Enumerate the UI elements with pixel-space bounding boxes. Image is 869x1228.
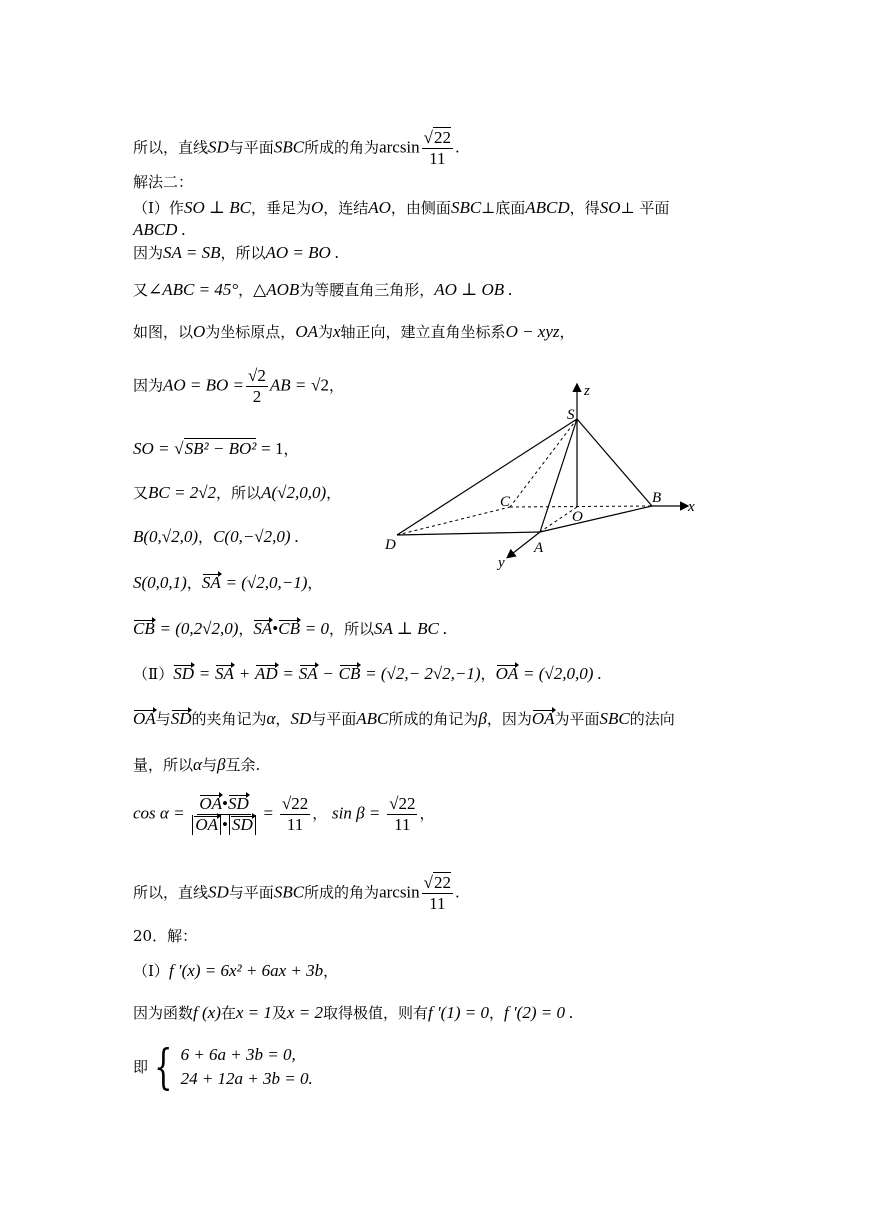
text: 因为函数 xyxy=(133,1004,194,1022)
method-two-heading: 解法二： xyxy=(133,173,194,191)
left-brace: { xyxy=(154,1039,173,1095)
text: 量，所以 xyxy=(133,756,194,774)
math: S(0,0,1) xyxy=(133,573,187,592)
label-d: D xyxy=(385,537,396,553)
text: ，因为 xyxy=(486,710,532,728)
math: AO ⊥ OB xyxy=(434,280,505,299)
denominator: 11 xyxy=(429,894,446,913)
vector: SA xyxy=(215,664,234,683)
line-sa-sb xyxy=(133,243,339,263)
math: SBC xyxy=(273,882,305,902)
math: SBC xyxy=(273,137,305,157)
math: x xyxy=(333,322,341,341)
line-b-c-coords xyxy=(133,527,299,547)
math: = (0,2√2,0) xyxy=(159,619,239,638)
equation-1: 6 + 6a + 3b = 0, xyxy=(180,1045,296,1064)
text: 互余. xyxy=(225,756,261,774)
text: ，得 xyxy=(569,199,600,217)
math: x = 2 xyxy=(286,1003,323,1022)
math: ABC xyxy=(356,709,389,728)
system-lines xyxy=(181,1043,313,1091)
label-o: O xyxy=(572,509,583,525)
math: = (√2,0,0) . xyxy=(523,664,602,683)
math: . xyxy=(290,527,300,546)
text: 与平面 xyxy=(228,138,274,157)
math: f ′(2) = 0 xyxy=(503,1003,565,1022)
text: ，所以 xyxy=(216,484,262,502)
math: β xyxy=(216,755,226,774)
radicand: SB² − BO² xyxy=(184,439,257,458)
edge-sb xyxy=(577,419,652,506)
math: x = 1 xyxy=(235,1003,272,1022)
text: ， xyxy=(307,574,323,592)
part-one-line-cont: ABCD . xyxy=(133,220,186,239)
text: . xyxy=(455,138,460,157)
text: 所成的角为 xyxy=(304,138,380,157)
label-s: S xyxy=(567,407,575,423)
text: ， xyxy=(238,620,254,638)
math: SBC xyxy=(450,198,482,217)
text: ， xyxy=(559,323,575,341)
math: . xyxy=(564,1003,574,1022)
math: f ′(x) = 6x² + 6ax + 3b xyxy=(168,961,324,980)
text: 在 xyxy=(220,1004,236,1022)
math: SO ⊥ BC xyxy=(183,198,251,217)
part-one-line xyxy=(133,198,669,218)
radicand: 22 xyxy=(434,128,451,147)
text: 又 xyxy=(133,281,149,299)
math: = (√2,0,−1) xyxy=(225,573,308,592)
text: 所成的角为 xyxy=(304,883,380,902)
vector: SA xyxy=(201,573,221,592)
math: AO = BO = xyxy=(163,375,245,395)
problem-20-heading: 20．解： xyxy=(133,927,198,945)
line-extrema xyxy=(133,1003,573,1023)
arcsin: arcsin xyxy=(379,882,420,902)
math: . xyxy=(330,243,340,262)
conclusion-line-1 xyxy=(133,128,460,169)
text: 取得极值，则有 xyxy=(322,1004,428,1022)
vector: OA xyxy=(199,794,223,813)
math: √2 xyxy=(311,375,329,395)
math: SD xyxy=(208,137,229,157)
text: ， xyxy=(186,574,202,592)
vector: SA xyxy=(253,619,273,638)
math: ∠ABC = 45° xyxy=(148,280,239,299)
label-y: y xyxy=(498,555,505,571)
text: （Ⅱ） xyxy=(133,665,174,683)
text: 为 xyxy=(317,323,333,341)
math: SO = xyxy=(133,439,170,458)
text: 又 xyxy=(133,484,149,502)
math: • xyxy=(222,815,228,834)
line-cb-dot xyxy=(133,619,447,639)
conclusion-line-2 xyxy=(133,873,460,914)
text: 为等腰直角三角形， xyxy=(299,281,435,299)
math: α xyxy=(266,709,276,728)
numerator: √22 xyxy=(423,128,451,147)
text: 即 xyxy=(133,1058,149,1076)
math: = xyxy=(282,664,294,683)
math: A(√2,0,0) xyxy=(261,483,327,502)
text: ，所以 xyxy=(329,620,375,638)
vector: SD xyxy=(170,709,192,728)
text: 与 xyxy=(201,756,217,774)
text: （Ⅰ）作 xyxy=(133,199,184,217)
part-two-line xyxy=(133,664,602,684)
line-ao-bo xyxy=(133,366,344,407)
edge-sc-hidden xyxy=(510,419,577,507)
math: O − xyz xyxy=(505,322,560,341)
line-bc xyxy=(133,483,341,503)
denominator: 11 xyxy=(429,149,446,168)
text: 的夹角记为 xyxy=(191,710,267,728)
math: f ′(1) = 0 xyxy=(427,1003,489,1022)
text: ， xyxy=(238,281,254,299)
vector: CB xyxy=(133,619,155,638)
label-c: C xyxy=(500,494,511,510)
label-a: A xyxy=(534,540,544,556)
line-derivative xyxy=(133,961,338,981)
edge-ab xyxy=(540,506,652,532)
numerator: √22 xyxy=(423,873,451,892)
text: 与平面 xyxy=(228,883,274,902)
text: 因为 xyxy=(133,244,164,262)
text: ， xyxy=(312,804,328,823)
text: ，所以 xyxy=(220,244,266,262)
text: ， xyxy=(419,804,435,823)
math: = xyxy=(198,664,211,683)
line-cos-sin xyxy=(133,794,434,835)
line-complementary xyxy=(133,755,260,775)
text: 所以，直线 xyxy=(133,883,209,902)
math: OA xyxy=(295,322,318,341)
math: cos α = xyxy=(133,803,185,823)
vector: OA xyxy=(133,709,156,728)
fraction xyxy=(246,366,268,407)
text: （Ⅰ） xyxy=(133,962,169,980)
vector: CB xyxy=(278,619,300,638)
vector: CB xyxy=(338,664,361,683)
math: f (x) xyxy=(193,1003,221,1022)
equation-2: 24 + 12a + 3b = 0. xyxy=(180,1069,313,1088)
numerator: √22 xyxy=(389,794,416,813)
text: ， xyxy=(323,962,339,980)
vector: SD xyxy=(173,664,194,683)
text: 为平面 xyxy=(554,710,600,728)
vector: SD xyxy=(229,815,256,835)
math: SA ⊥ BC xyxy=(374,619,439,638)
denominator: 2 xyxy=(252,387,262,406)
denominator: 11 xyxy=(286,815,304,834)
radicand: 22 xyxy=(434,873,451,892)
text: ， xyxy=(480,665,496,683)
fraction xyxy=(387,794,417,835)
text: 与 xyxy=(155,710,171,728)
text: ， xyxy=(326,484,342,502)
math: AO = BO xyxy=(265,243,331,262)
text: ， xyxy=(283,440,299,458)
label-b: B xyxy=(652,490,662,506)
vector: OA xyxy=(495,664,519,683)
label-z: z xyxy=(584,383,590,399)
text: ， xyxy=(488,1004,504,1022)
math: • xyxy=(222,794,228,813)
text: 因为 xyxy=(133,376,164,395)
text: 及 xyxy=(271,1004,287,1022)
vector: OA xyxy=(531,709,555,728)
math: BC = 2√2 xyxy=(148,483,217,502)
math: α xyxy=(193,755,202,774)
edge-da xyxy=(397,532,540,535)
vector: SD xyxy=(227,794,249,813)
text: 轴正向，建立直角坐标系 xyxy=(340,323,506,341)
line-so xyxy=(133,439,298,459)
sqrt: √SB² − BO² xyxy=(174,439,257,458)
system xyxy=(133,1039,313,1095)
math: C(0,−√2,0) xyxy=(213,527,291,546)
math: ABCD xyxy=(525,198,570,217)
text: ，由侧面 xyxy=(390,199,451,217)
edge-cb-hidden xyxy=(510,506,652,507)
text: ，连结 xyxy=(323,199,369,217)
math: SA = SB xyxy=(163,243,221,262)
text: 所以，直线 xyxy=(133,138,209,157)
text: 的法向 xyxy=(629,710,675,728)
math: sin β = xyxy=(332,803,381,823)
text: . xyxy=(455,883,460,902)
fraction xyxy=(280,794,310,835)
math: SD xyxy=(208,882,229,902)
math: = 0 xyxy=(304,619,329,638)
pyramid-figure xyxy=(375,375,705,575)
equation-system xyxy=(133,1039,313,1095)
math: SD xyxy=(290,709,312,728)
math: O xyxy=(310,198,324,217)
math: SO xyxy=(599,198,621,217)
math: SBC xyxy=(599,709,630,728)
vector: SA xyxy=(298,664,318,683)
numerator xyxy=(197,794,250,815)
math: = (√2,− 2√2,−1) xyxy=(365,664,481,683)
math: AB = xyxy=(269,375,307,395)
cos-fraction xyxy=(191,794,256,835)
text: 所成的角记为 xyxy=(388,710,479,728)
math: . xyxy=(438,619,448,638)
text: ， xyxy=(275,710,291,728)
fraction xyxy=(422,128,453,169)
line-s-sa xyxy=(133,573,322,593)
text: ⊥底面 xyxy=(481,199,526,217)
arcsin: arcsin xyxy=(379,137,420,157)
vector: OA xyxy=(192,815,221,835)
math: O xyxy=(193,322,206,341)
math: = 1 xyxy=(261,439,284,458)
math: . xyxy=(504,280,513,299)
denominator xyxy=(191,815,256,835)
label-x: x xyxy=(688,499,695,515)
vector: AD xyxy=(254,664,278,683)
fraction xyxy=(422,873,453,914)
math: AO xyxy=(368,198,391,217)
math: = xyxy=(263,803,274,823)
edge-sd xyxy=(397,419,577,535)
line-coordinate-setup xyxy=(133,322,575,342)
text: 与平面 xyxy=(311,710,357,728)
numerator: √22 xyxy=(281,794,309,813)
math: • xyxy=(272,619,279,638)
text: ， xyxy=(329,376,345,395)
line-angle-def xyxy=(133,709,675,729)
math: B(0,√2,0) xyxy=(133,527,199,546)
text: ， xyxy=(198,528,214,546)
math: △AOB xyxy=(253,280,300,299)
line-angle-abc xyxy=(133,280,513,300)
math: β xyxy=(478,709,487,728)
text: ⊥ 平面 xyxy=(620,199,670,217)
denominator: 11 xyxy=(394,815,411,834)
text: 如图，以 xyxy=(133,323,194,341)
text: 为坐标原点， xyxy=(205,323,296,341)
text: ，垂足为 xyxy=(250,199,311,217)
math: − xyxy=(322,664,334,683)
numerator: √2 xyxy=(248,366,266,385)
edge-dc-hidden xyxy=(397,507,510,535)
math: + xyxy=(238,664,251,683)
